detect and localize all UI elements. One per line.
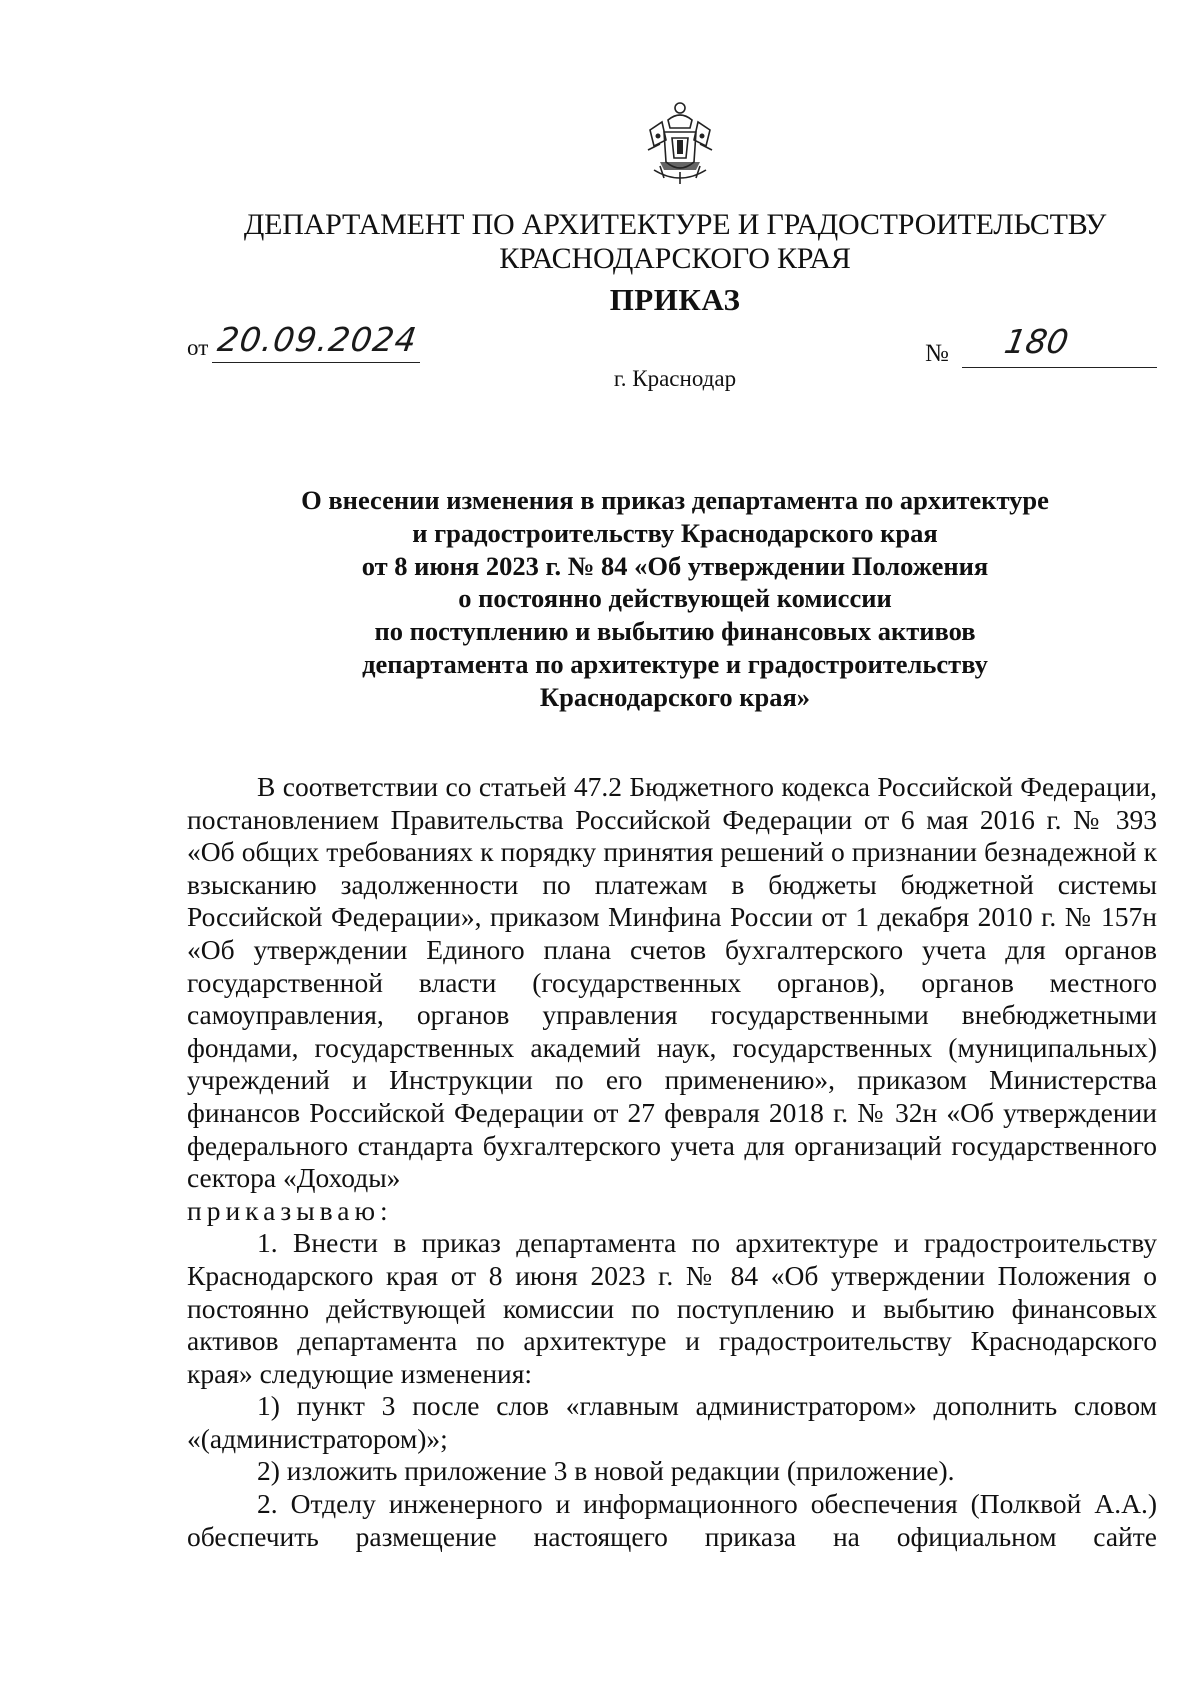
number-label: №: [925, 340, 949, 367]
order-word: приказываю:: [187, 1194, 393, 1226]
subject-line: по поступлению и выбытию финансовых активов: [374, 616, 976, 647]
handwritten-number: 180: [1001, 322, 1072, 361]
document-subject: [200, 484, 1150, 714]
organization-name-line-1: ДЕПАРТАМЕНТ ПО АРХИТЕКТУРЕ И ГРАДОСТРОИТЕЛЬСТВУ: [243, 208, 1107, 241]
subclause-1: 1) пункт 3 после слов «главным администратором» дополнить словом «(администратором)»;: [187, 1390, 1157, 1454]
clause-2: 2. Отделу инженерного и информационного обеспечения (Полквой А.А.) обеспечить размещение настоящего приказа на официальном сайте: [187, 1488, 1157, 1552]
preamble-paragraph: В соответствии со статьей 47.2 Бюджетного кодекса Российской Федерации, постановлением Правительства Российской Федерации от 6 мая 2016 г. № 393 «Об общих требованиях к порядку принятия решений о признании безнадежной к взысканию задолженности по платежам в бюджеты бюджетной системы Российской Федерации», приказом Минфина России от 1 декабря 2010 г. № 157н «Об утверждении Единого плана счетов бухгалтерского учета для органов государственной власти (государственных органов), органов местного самоуправления, органов управления государственными внебюджетными фондами, государственных академий наук, государственных (муниципальных) учреждений и Инструкции по его применению», приказом Министерства финансов Российской Федерации от 27 февраля 2018 г. № 32н «Об утверждении федерального стандарта бухгалтерского учета для организаций государственного сектора «Доходы»: [187, 771, 1157, 1194]
subject-line: Краснодарского края»: [539, 681, 811, 712]
handwritten-date: 20.09.2024: [215, 320, 420, 359]
subject-line: и градостроительству Краснодарского края: [412, 517, 938, 548]
organization-name-line-2: КРАСНОДАРСКОГО КРАЯ: [499, 242, 851, 275]
coat-of-arms-icon: [640, 100, 720, 190]
city: г. Краснодар: [613, 366, 737, 391]
subject-line: департамента по архитектуре и градостроительству: [362, 648, 988, 679]
subject-line: от 8 июня 2023 г. № 84 «Об утверждении Положения: [361, 550, 989, 581]
document-type: ПРИКАЗ: [609, 282, 741, 317]
clause-1: 1. Внести в приказ департамента по архитектуре и градостроительству Краснодарского края от 8 июня 2023 г. № 84 «Об утверждении Положения о постоянно действующей комиссии по поступлению и выбытию финансовых активов департамента по архитектуре и градостроительству Краснодарского края» следующие изменения:: [187, 1227, 1157, 1389]
date-underline: [212, 362, 420, 363]
subject-line: О внесении изменения в приказ департамента по архитектуре: [301, 485, 1049, 515]
subclause-2: 2) изложить приложение 3 в новой редакции (приложение).: [257, 1455, 955, 1487]
document-body: [187, 771, 1157, 1553]
organization-name: [200, 208, 1150, 276]
date-label: от: [187, 335, 209, 360]
subject-line: о постоянно действующей комиссии: [458, 583, 892, 614]
